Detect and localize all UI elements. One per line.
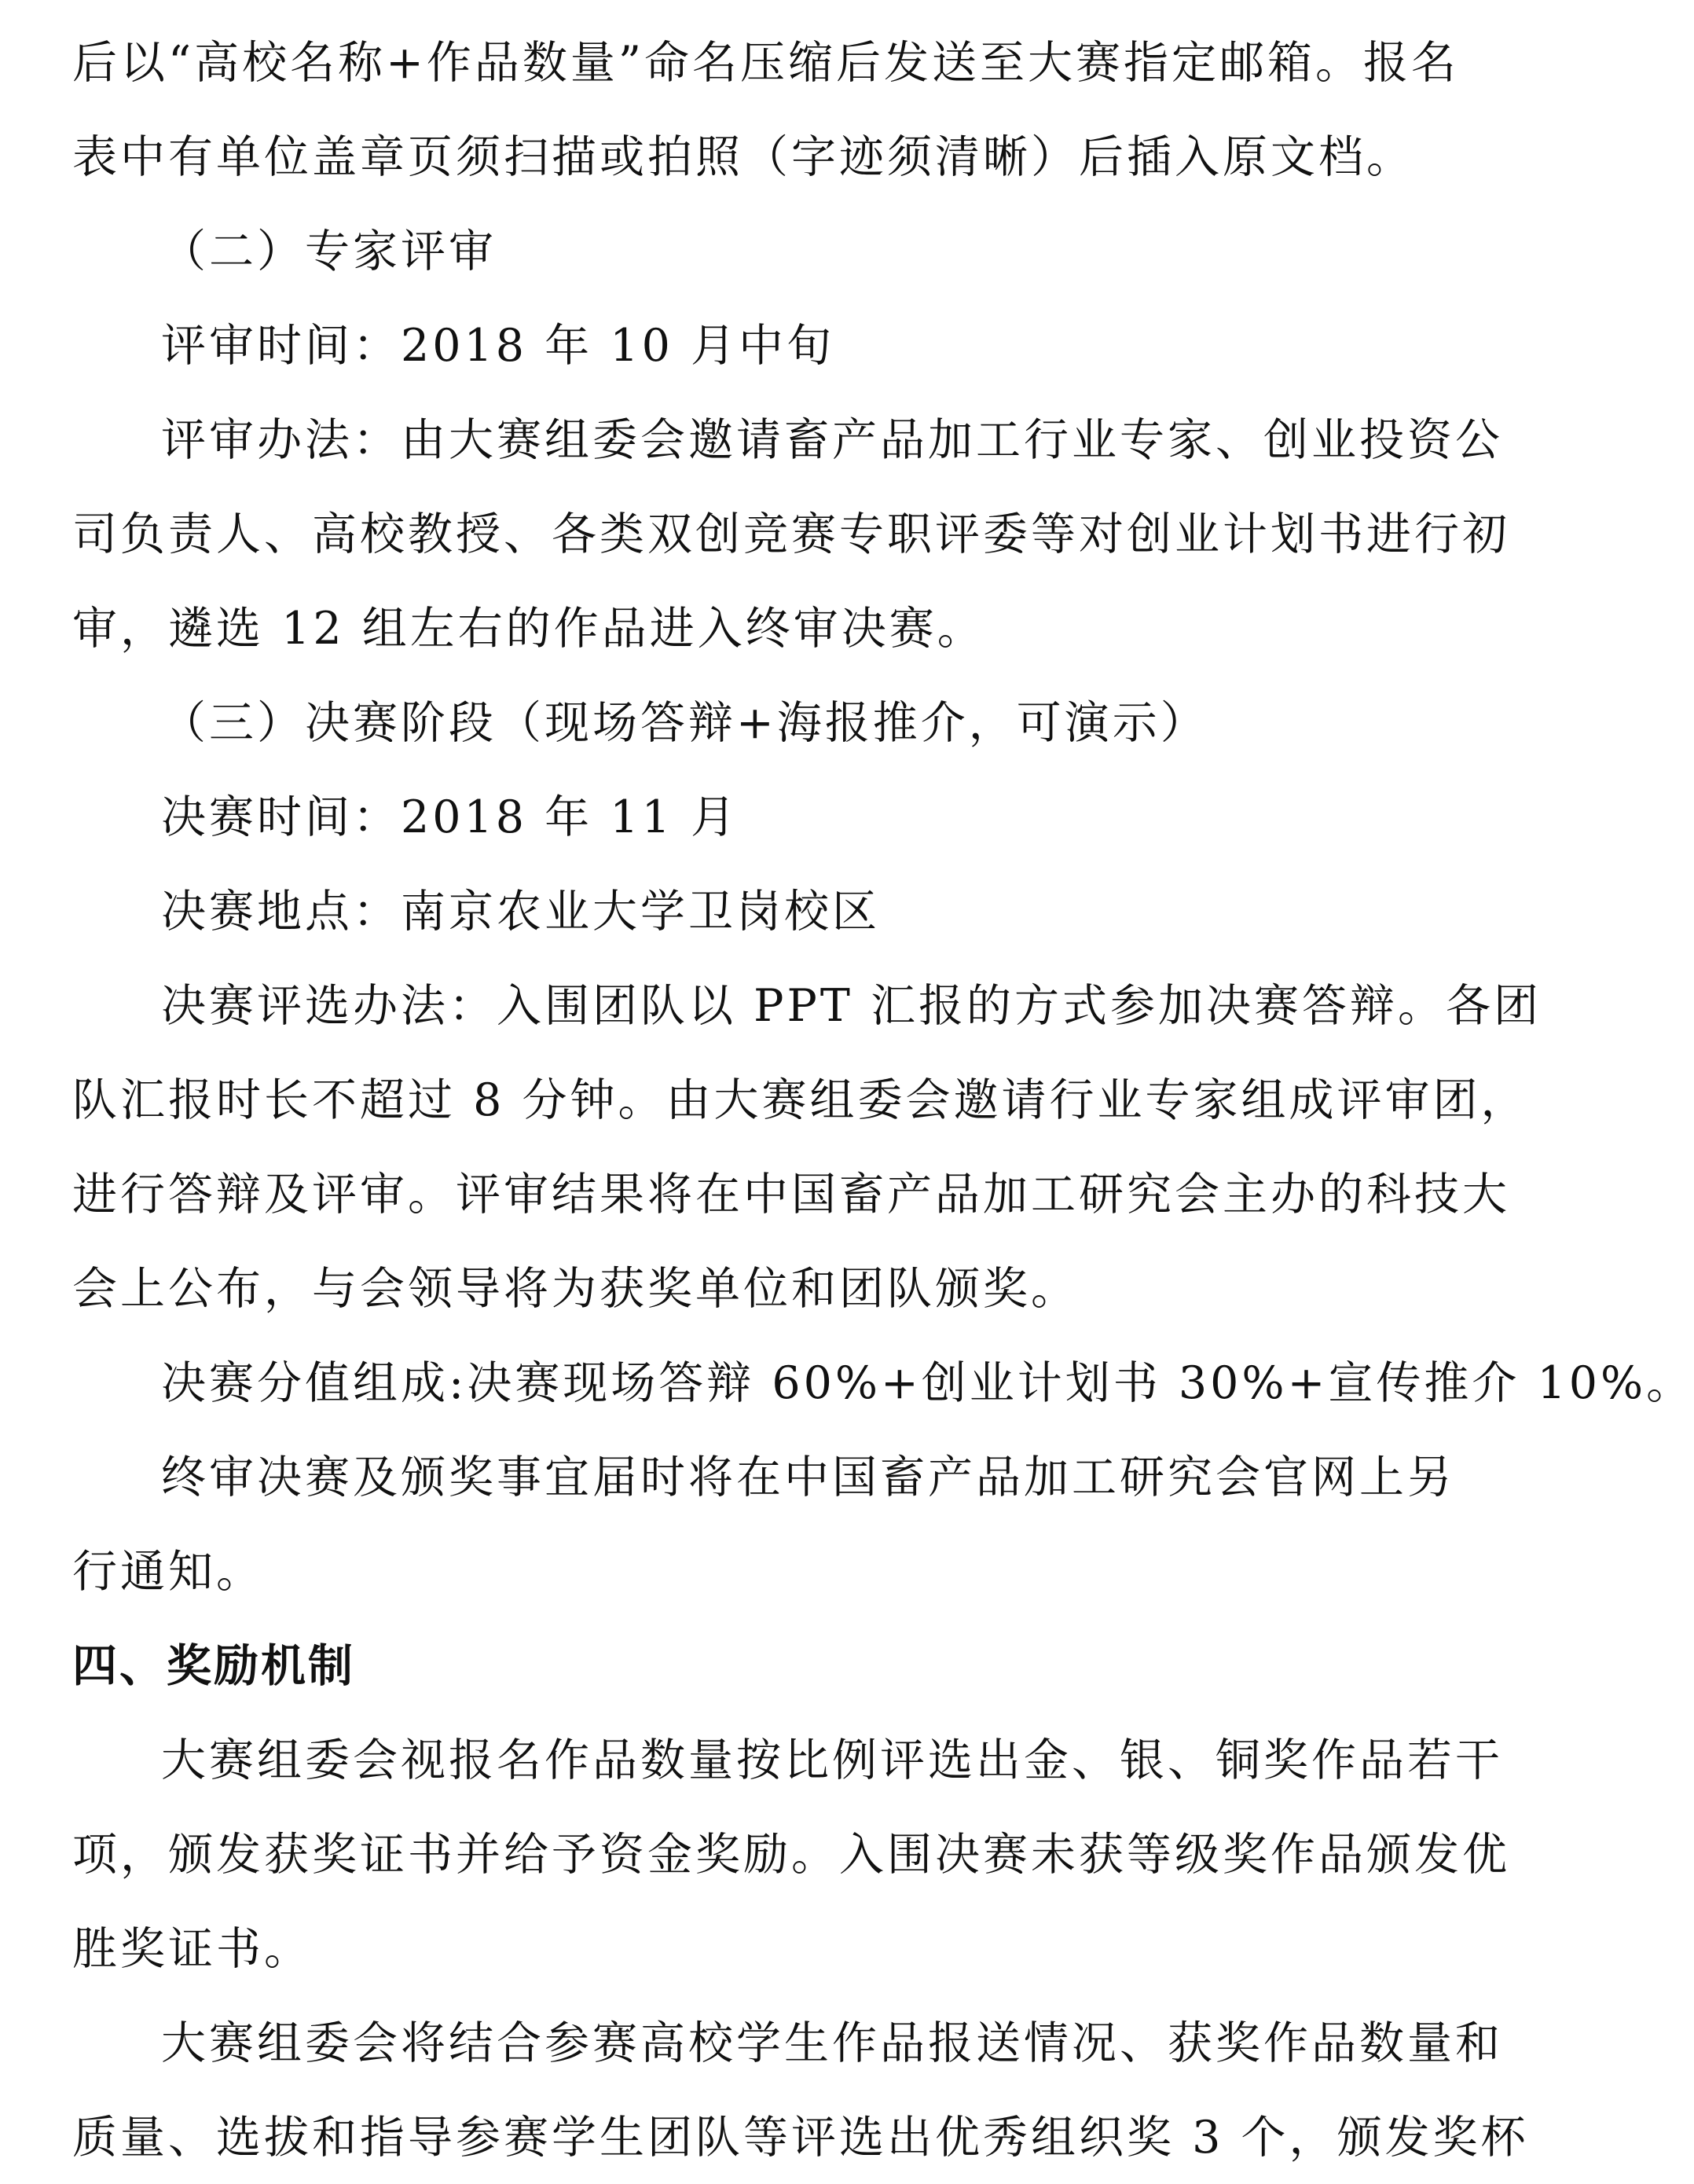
body-text-line: 质量、选拔和指导参赛学生团队等评选出优秀组织奖 3 个，颁发奖杯	[72, 2112, 1529, 2164]
section-subheading: （三）决赛阶段（现场答辩+海报推介，可演示）	[161, 697, 1208, 749]
body-text-line: 胜奖证书。	[72, 1923, 312, 1975]
final-location: 决赛地点：南京农业大学卫岗校区	[161, 886, 880, 938]
section-heading: 四、奖励机制	[72, 1639, 355, 1692]
score-composition: 决赛分值组成:决赛现场答辩 60%+创业计划书 30%+宣传推介 10%。	[161, 1357, 1694, 1409]
body-text-line: 终审决赛及颁奖事宜届时将在中国畜产品加工研究会官网上另	[161, 1452, 1455, 1503]
body-text-line: 决赛评选办法：入围团队以 PPT 汇报的方式参加决赛答辩。各团	[161, 980, 1542, 1032]
review-time: 评审时间：2018 年 10 月中旬	[161, 320, 834, 372]
body-text-line: 大赛组委会将结合参赛高校学生作品报送情况、获奖作品数量和	[161, 2017, 1503, 2069]
body-text-line: 司负责人、高校教授、各类双创竞赛专职评委等对创业计划书进行初	[72, 508, 1510, 560]
section-subheading: （二）专家评审	[161, 226, 497, 277]
body-text-line: 项，颁发获奖证书并给予资金奖励。入围决赛未获等级奖作品颁发优	[72, 1829, 1510, 1881]
body-text-line: 会上公布，与会领导将为获奖单位和团队颁奖。	[72, 1263, 1079, 1315]
body-text-line: 行通知。	[72, 1546, 264, 1598]
body-text-line: 大赛组委会视报名作品数量按比例评选出金、银、铜奖作品若干	[161, 1734, 1503, 1786]
body-text-line: 评审办法：由大赛组委会邀请畜产品加工行业专家、创业投资公	[161, 414, 1503, 466]
final-time: 决赛时间：2018 年 11 月	[161, 791, 739, 843]
body-text-line: 进行答辩及评审。评审结果将在中国畜产品加工研究会主办的科技大	[72, 1169, 1510, 1220]
body-text-line: 审，遴选 12 组左右的作品进入终审决赛。	[72, 603, 985, 655]
body-text-line: 队汇报时长不超过 8 分钟。由大赛组委会邀请行业专家组成评审团，	[72, 1074, 1529, 1126]
body-text-line: 表中有单位盖章页须扫描或拍照（字迹须清晰）后插入原文档。	[72, 131, 1414, 183]
body-text-line: 后以“高校名称+作品数量”命名压缩后发送至大赛指定邮箱。报名	[72, 37, 1460, 89]
